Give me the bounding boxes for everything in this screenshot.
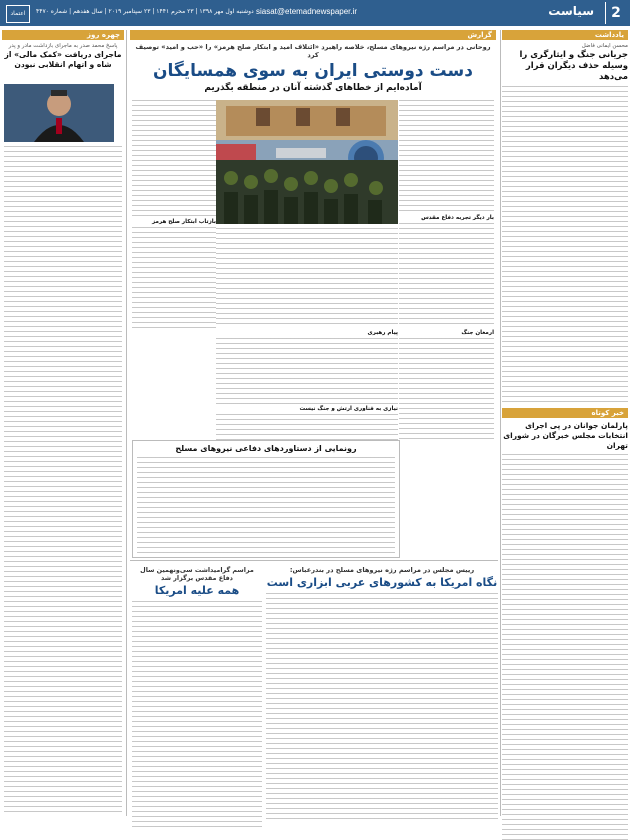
subhead-leader-message: پیام رهبری	[367, 330, 398, 336]
note-tag-bar: یادداشت	[502, 30, 628, 40]
report-tag-bar: گزارش	[130, 30, 496, 40]
date-line: دوشنبه اول مهر ۱۳۹۸ | ۲۳ محرم ۱۴۴۱ | ۲۳ سپتامبر ۲۰۱۹ | سال هفدهم | شماره ۴۴۷۰	[36, 8, 254, 15]
main-text-block-2	[399, 223, 494, 327]
subhead-hormuz: بازتاب ابتکار صلح هرمز	[152, 219, 216, 225]
bottom-middle-story	[266, 566, 498, 821]
main-text-block-3	[399, 338, 494, 442]
short-news-title: پارلمان جوانان در پی اجرای انتخابات مجلس خبرگان در شورای تهران	[503, 421, 628, 450]
subhead-war-experience: بار دیگر تجربه دفاع مقدس	[421, 215, 494, 221]
section-email[interactable]: siasat@etemadnewspaper.ir	[256, 7, 358, 16]
bottom-left-kicker: مراسم گرامیداشت سی‌ونهمین سال دفاع مقدس برگزار شد	[140, 566, 254, 582]
section-title: سیاست	[548, 4, 594, 18]
main-subtitle: آماده‌ایم از خطاهای گذشته آنان در منطقه بگذریم	[204, 83, 422, 93]
bottom-middle-body	[266, 593, 498, 821]
short-news-tag-bar: خبر کوتاه	[502, 408, 628, 418]
main-text-left	[132, 100, 216, 331]
parade-photo	[216, 100, 398, 224]
left-column-divider	[126, 30, 127, 816]
left-column	[2, 30, 124, 70]
face-title: ماجرای دریافت «کمک مالی» از شاه و اتهام انقلابی نبودن	[4, 50, 122, 69]
main-text-block-6	[216, 228, 398, 328]
main-text-block-5	[132, 227, 216, 331]
short-news-body	[502, 454, 628, 840]
bottom-middle-kicker: رییس مجلس در مراسم رژه نیروهای مسلح در بندرعباس:	[289, 566, 475, 574]
horizontal-divider	[130, 560, 498, 561]
main-headline: دست دوستی ایران به سوی همسایگان	[153, 61, 473, 81]
note-author: محسن ایمانی فاضل	[581, 43, 628, 49]
defense-achievements-box	[132, 440, 400, 558]
defense-box-body	[137, 457, 395, 553]
main-kicker: روحانی در مراسم رژه نیروهای مسلح، خلاصه راهبرد «ائتلاف امید و ابتکار صلح هرمز» را «حب و امید» توصیف کرد	[135, 43, 491, 59]
face-body	[4, 146, 122, 812]
face-kicker: پاسخ محمد صدر به ماجرای بازداشت مادر و پدر	[8, 43, 118, 49]
column-divider	[500, 30, 501, 816]
main-text-block-7	[216, 338, 398, 404]
main-text-block-4	[132, 100, 216, 216]
bottom-left-story	[132, 566, 262, 829]
main-text-right	[399, 100, 494, 442]
page-number: 2	[605, 2, 626, 24]
bottom-left-title: همه علیه امریکا	[154, 584, 240, 597]
main-text-block-1	[399, 100, 494, 212]
note-title: جریانی جنگ و ایثارگری را وسیله حذف دیگران قرار می‌دهد	[519, 50, 628, 82]
defense-box-title: رونمایی از دستاوردهای دفاعی نیروهای مسلح	[175, 444, 357, 453]
face-photo	[4, 84, 114, 142]
right-column	[502, 30, 628, 840]
subhead-no-tech-needed: نیازی به فناوری ارتش و جنگ نیست	[299, 406, 398, 412]
bottom-left-body	[132, 601, 262, 829]
face-tag-bar: چهره روز	[2, 30, 124, 40]
newspaper-logo: اعتماد	[6, 5, 30, 23]
bottom-middle-title: نگاه امریکا به کشورهای عربی ابزاری است	[266, 576, 498, 589]
main-story-header	[130, 30, 496, 93]
subhead-war-gift: ارمغان جنگ	[461, 330, 494, 336]
page-header	[0, 0, 630, 26]
note-body	[502, 86, 628, 404]
main-text-under-photo	[216, 228, 398, 444]
